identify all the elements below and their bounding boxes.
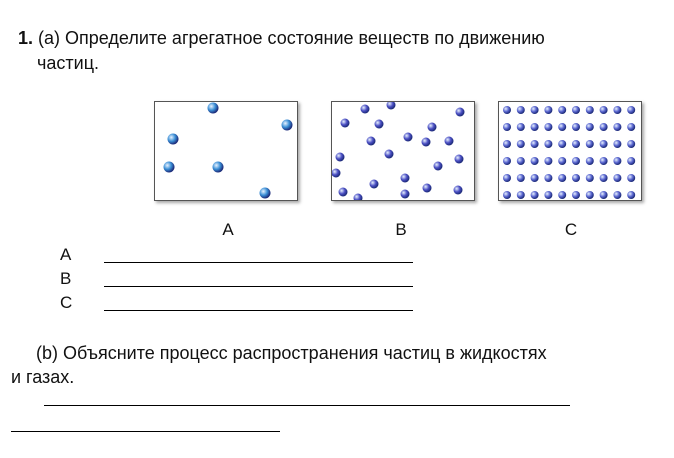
liquid-particle — [456, 108, 465, 117]
question-a-line1 — [18, 26, 545, 50]
liquid-particle — [423, 184, 432, 193]
solid-particle — [503, 174, 511, 182]
solid-particle — [600, 106, 608, 114]
solid-particle — [600, 157, 608, 165]
gas-particle — [208, 103, 219, 114]
liquid-particle — [354, 194, 363, 201]
solid-particle — [586, 191, 594, 199]
solid-particle — [600, 174, 608, 182]
diagram-c-particles — [499, 102, 641, 200]
solid-particle — [572, 174, 580, 182]
solid-particle — [627, 174, 635, 182]
liquid-particle — [370, 180, 379, 189]
solid-particle — [613, 123, 621, 131]
diagram-b-particles — [332, 102, 474, 200]
answer-a-letter: A — [60, 245, 72, 264]
liquid-particle — [422, 138, 431, 147]
liquid-particle — [434, 162, 443, 171]
solid-particle — [558, 140, 566, 148]
diagram-c — [498, 101, 642, 201]
liquid-particle — [375, 120, 384, 129]
liquid-particle — [401, 190, 410, 199]
diagram-a-label: A — [222, 220, 234, 239]
solid-particle — [558, 191, 566, 199]
solid-particle — [544, 106, 552, 114]
answer-b-explain-line-1[interactable] — [44, 405, 570, 406]
solid-particle — [600, 140, 608, 148]
solid-particle — [627, 157, 635, 165]
answer-b-explain-line-2[interactable] — [11, 431, 280, 432]
diagram-b — [331, 101, 475, 201]
liquid-particle — [455, 155, 464, 164]
liquid-particle — [454, 186, 463, 195]
liquid-particle — [367, 137, 376, 146]
solid-particle — [572, 191, 580, 199]
solid-particle — [531, 174, 539, 182]
gas-particle — [213, 162, 224, 173]
solid-particle — [613, 191, 621, 199]
answer-b-letter: B — [60, 269, 72, 288]
solid-particle — [503, 191, 511, 199]
solid-particle — [544, 123, 552, 131]
solid-particle — [544, 140, 552, 148]
solid-particle — [503, 123, 511, 131]
diagram-a — [154, 101, 298, 201]
answer-c-line[interactable] — [104, 310, 413, 311]
liquid-particle — [332, 169, 341, 178]
solid-particle — [558, 174, 566, 182]
solid-particle — [503, 106, 511, 114]
solid-particle — [544, 174, 552, 182]
solid-particle — [572, 157, 580, 165]
solid-particle — [531, 106, 539, 114]
solid-particle — [600, 191, 608, 199]
gas-particle — [164, 162, 175, 173]
solid-particle — [517, 174, 525, 182]
solid-particle — [517, 191, 525, 199]
solid-particle — [531, 123, 539, 131]
solid-particle — [586, 174, 594, 182]
solid-particle — [517, 106, 525, 114]
liquid-particle — [385, 150, 394, 159]
solid-particle — [613, 174, 621, 182]
gas-particle — [168, 134, 179, 145]
diagram-c-label: C — [564, 220, 578, 239]
liquid-particle — [387, 102, 396, 110]
gas-particle — [282, 120, 293, 131]
solid-particle — [627, 140, 635, 148]
solid-particle — [531, 140, 539, 148]
solid-particle — [572, 123, 580, 131]
solid-particle — [558, 106, 566, 114]
liquid-particle — [336, 153, 345, 162]
gas-particle — [260, 188, 271, 199]
solid-particle — [503, 157, 511, 165]
solid-particle — [544, 157, 552, 165]
question-a-text: (a) Определите агрегатное состояние веществ по движению — [38, 28, 545, 48]
solid-particle — [503, 140, 511, 148]
solid-particle — [627, 106, 635, 114]
solid-particle — [627, 191, 635, 199]
question-a-line2: частиц. — [37, 53, 99, 73]
solid-particle — [517, 157, 525, 165]
solid-particle — [558, 157, 566, 165]
solid-particle — [586, 157, 594, 165]
solid-particle — [531, 157, 539, 165]
solid-particle — [613, 157, 621, 165]
solid-particle — [517, 140, 525, 148]
question-b-line1: (b) Объясните процесс распространения частиц в жидкостях — [36, 343, 547, 363]
solid-particle — [586, 140, 594, 148]
liquid-particle — [404, 133, 413, 142]
diagram-a-particles — [155, 102, 297, 200]
answer-b-line[interactable] — [104, 286, 413, 287]
solid-particle — [586, 106, 594, 114]
solid-particle — [613, 140, 621, 148]
answer-a-line[interactable] — [104, 262, 413, 263]
liquid-particle — [341, 119, 350, 128]
question-number: 1. — [18, 28, 34, 48]
liquid-particle — [401, 174, 410, 183]
solid-particle — [600, 123, 608, 131]
solid-particle — [586, 123, 594, 131]
liquid-particle — [361, 105, 370, 114]
liquid-particle — [428, 123, 437, 132]
diagram-b-label: B — [395, 220, 407, 239]
solid-particle — [613, 106, 621, 114]
solid-particle — [544, 191, 552, 199]
solid-particle — [558, 123, 566, 131]
solid-particle — [572, 140, 580, 148]
liquid-particle — [445, 137, 454, 146]
solid-particle — [627, 123, 635, 131]
solid-particle — [517, 123, 525, 131]
question-b-line2: и газах. — [11, 367, 75, 387]
answer-c-letter: C — [60, 293, 73, 312]
liquid-particle — [339, 188, 348, 197]
solid-particle — [531, 191, 539, 199]
solid-particle — [572, 106, 580, 114]
